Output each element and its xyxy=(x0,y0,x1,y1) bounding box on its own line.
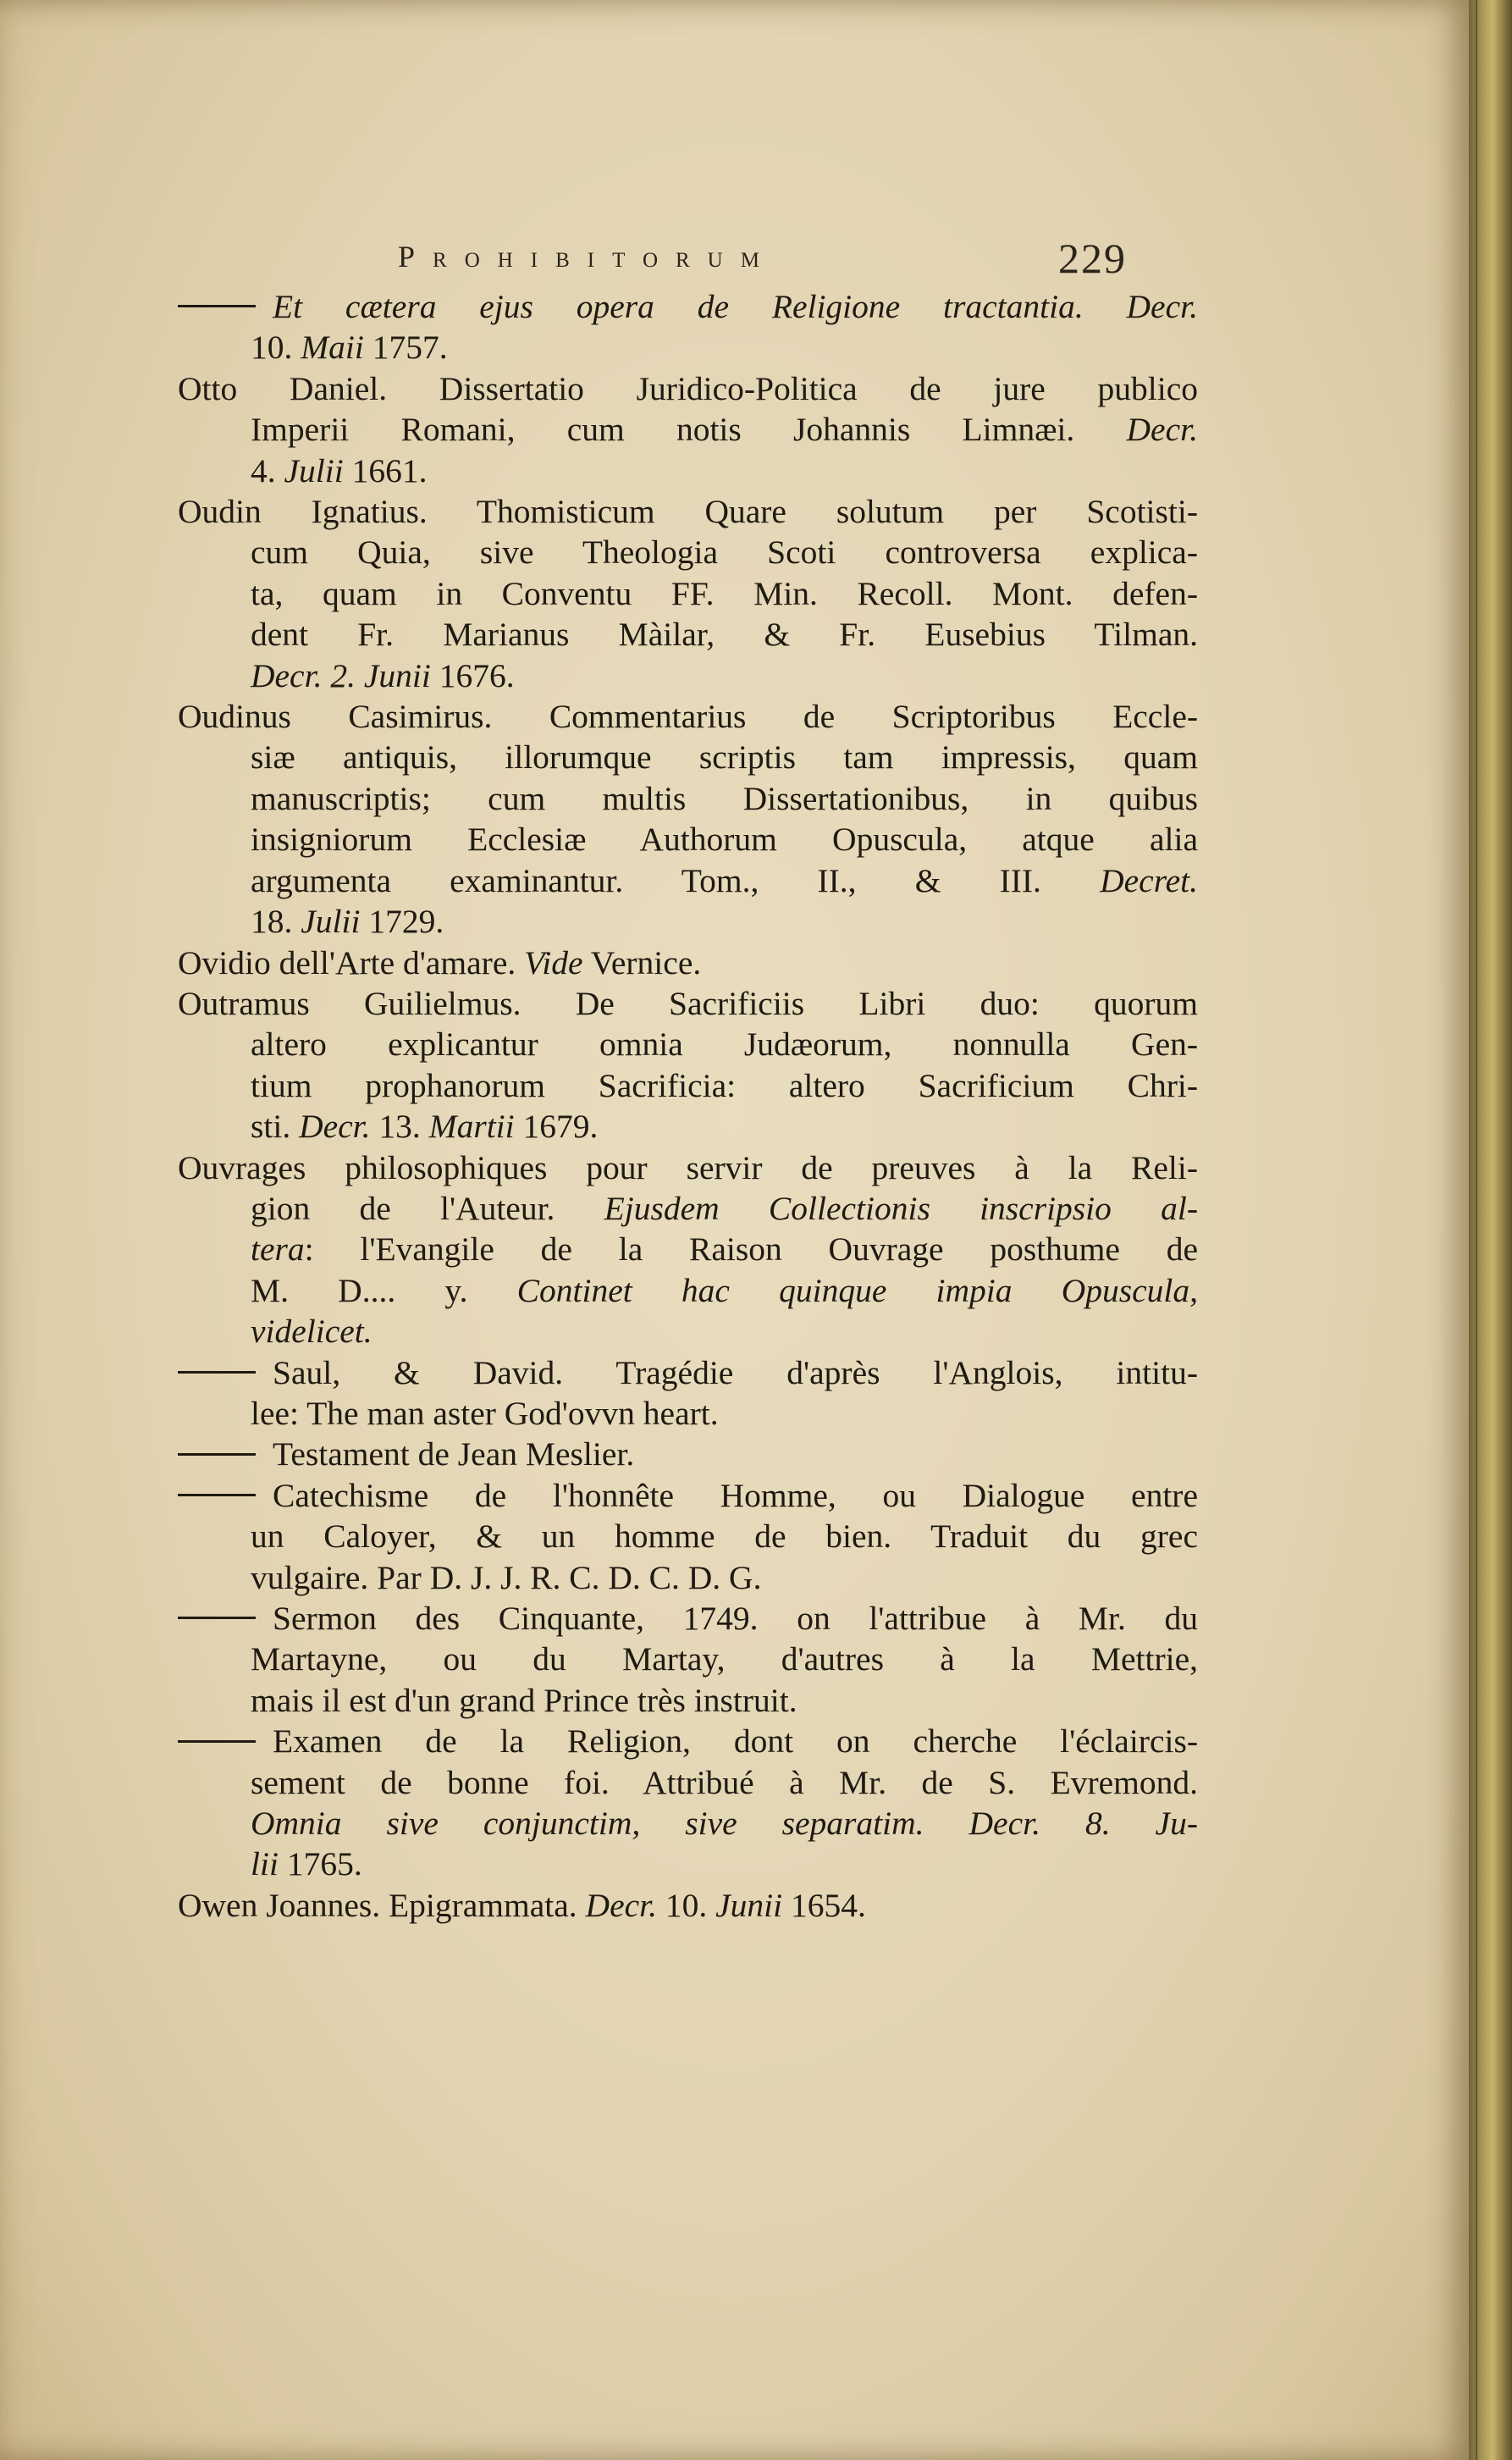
roman-text: 10. xyxy=(657,1886,716,1924)
roman-text: manuscriptis; cum multis Dissertationibus, in quibus xyxy=(251,779,1198,817)
entry-line xyxy=(178,532,1198,572)
roman-text: tium prophanorum Sacrificia: altero Sacrificium Chri- xyxy=(251,1066,1198,1104)
italic-text: Omnia sive conjunctim, sive separatim. Decr. 8. Ju- xyxy=(251,1805,1198,1843)
roman-text: dent Fr. Marianus Màilar, & Fr. Eusebius Tilman. xyxy=(251,616,1198,654)
roman-text: gion de l'Auteur. xyxy=(251,1189,604,1227)
ditto-dash xyxy=(178,1494,256,1496)
entry-line xyxy=(178,614,1198,655)
index-entry xyxy=(178,983,1198,1147)
italic-text: Continet hac quinque impia Opuscula, xyxy=(516,1271,1198,1309)
ditto-dash xyxy=(178,1453,256,1456)
entry-line xyxy=(178,1803,1198,1844)
roman-text: argumenta examinantur. Tom., II., & III. xyxy=(251,861,1101,899)
entry-line xyxy=(178,1106,1198,1147)
entry-line xyxy=(178,1393,1198,1434)
index-entry xyxy=(178,1147,1198,1352)
italic-text: Julii xyxy=(301,903,361,941)
roman-text: cum Quia, sive Theologia Scoti controversa explica- xyxy=(251,533,1198,572)
running-head xyxy=(398,235,1160,290)
italic-text: Decr. 2. Junii xyxy=(251,656,431,694)
entry-line xyxy=(178,901,1198,942)
entry-line xyxy=(178,409,1198,450)
roman-text: Outramus Guilielmus. De Sacrificiis Libri duo: quorum xyxy=(178,984,1198,1022)
italic-text: Et cætera ejus opera de Religione tractantia. Decr. xyxy=(273,288,1198,325)
roman-text: : l'Evangile de la Raison Ouvrage posthume de xyxy=(304,1230,1198,1269)
index-entry xyxy=(178,943,1198,983)
dash-entry xyxy=(178,286,1198,368)
roman-text: Saul, & David. Tragédie d'après l'Anglois, intitu- xyxy=(273,1353,1198,1391)
roman-text: Examen de la Religion, dont on cherche l'éclaircis- xyxy=(273,1722,1198,1761)
italic-text: lii xyxy=(251,1845,279,1883)
roman-text: ta, quam in Conventu FF. Min. Recoll. Mont. defen- xyxy=(251,574,1198,612)
roman-text: Oudin Ignatius. Thomisticum Quare solutum per Scotisti- xyxy=(178,493,1198,531)
entry-line xyxy=(178,1885,1198,1926)
index-text-block xyxy=(178,286,1198,1926)
italic-text: Maii xyxy=(301,329,364,367)
index-entry xyxy=(178,491,1198,696)
italic-text: Decr. xyxy=(299,1108,371,1146)
entry-line xyxy=(178,1147,1198,1188)
roman-text: 1729. xyxy=(360,903,444,941)
roman-text: Owen Joannes. Epigrammata. xyxy=(178,1886,586,1924)
ditto-dash xyxy=(178,1371,256,1374)
dash-entry xyxy=(178,1434,1198,1474)
entry-line xyxy=(178,1557,1198,1598)
page-number: 229 xyxy=(1058,235,1127,282)
ditto-dash xyxy=(178,1617,256,1619)
roman-text: Testament de Jean Meslier. xyxy=(273,1435,635,1473)
italic-text: Junii xyxy=(715,1886,783,1924)
entry-line xyxy=(178,286,1198,327)
entry-line xyxy=(178,1024,1198,1064)
roman-text: 1661. xyxy=(343,451,428,489)
entry-line xyxy=(178,860,1198,901)
entry-line xyxy=(178,1270,1198,1311)
roman-text: Sermon des Cinquante, 1749. on l'attribue à Mr. du xyxy=(273,1600,1198,1637)
italic-text: videlicet. xyxy=(251,1313,372,1351)
roman-text: 18. xyxy=(251,903,301,941)
entry-line xyxy=(178,1311,1198,1352)
italic-text: tera xyxy=(251,1230,305,1269)
roman-text: 4. xyxy=(251,451,284,489)
entry-line xyxy=(178,451,1198,491)
dash-entry xyxy=(178,1598,1198,1721)
italic-text: Decret. xyxy=(1100,861,1198,899)
entry-line xyxy=(178,655,1198,696)
index-entry xyxy=(178,368,1198,491)
entry-line xyxy=(178,491,1198,532)
roman-text: 1679. xyxy=(514,1108,599,1146)
entry-line xyxy=(178,1352,1198,1393)
roman-text: insigniorum Ecclesiæ Authorum Opuscula, atque alia xyxy=(251,821,1198,859)
roman-text: altero explicantur omnia Judæorum, nonnulla Gen- xyxy=(251,1025,1198,1064)
entry-line xyxy=(178,983,1198,1024)
roman-text: 1654. xyxy=(782,1886,866,1924)
roman-text: 13. xyxy=(370,1108,429,1146)
roman-text: 1765. xyxy=(278,1845,362,1883)
roman-text: sti. xyxy=(251,1108,300,1146)
roman-text: Oudinus Casimirus. Commentarius de Scriptoribus Eccle- xyxy=(178,698,1198,736)
entry-line xyxy=(178,1639,1198,1679)
entry-line xyxy=(178,1844,1198,1884)
roman-text: lee: The man aster God'ovvn heart. xyxy=(251,1394,719,1432)
italic-text: Julii xyxy=(284,451,344,489)
entry-line xyxy=(178,778,1198,819)
index-entry xyxy=(178,1885,1198,1926)
roman-text: Otto Daniel. Dissertatio Juridico-Politica de jure publico xyxy=(178,369,1198,407)
entry-line xyxy=(178,1188,1198,1229)
italic-text: Ejusdem Collectionis inscripsio al- xyxy=(604,1189,1198,1227)
roman-text: vulgaire. Par D. J. J. R. C. D. C. D. G. xyxy=(251,1558,762,1596)
roman-text: Martayne, ou du Martay, d'autres à la Mettrie, xyxy=(251,1640,1198,1678)
roman-text: Vernice. xyxy=(582,943,702,981)
entry-line xyxy=(178,696,1198,737)
roman-text: M. D.... y. xyxy=(251,1271,517,1309)
entry-line xyxy=(178,1721,1198,1761)
page-edge xyxy=(1469,0,1512,2460)
index-entry xyxy=(178,696,1198,942)
entry-line xyxy=(178,1229,1198,1269)
ditto-dash xyxy=(178,1740,256,1743)
entry-line xyxy=(178,1762,1198,1803)
entry-line xyxy=(178,1598,1198,1639)
roman-text: 1757. xyxy=(363,329,448,367)
roman-text: un Caloyer, & un homme de bien. Traduit du grec xyxy=(251,1517,1198,1556)
roman-text: 1676. xyxy=(430,656,515,694)
italic-text: Decr. xyxy=(585,1886,658,1924)
roman-text: mais il est d'un grand Prince très instruit. xyxy=(251,1681,797,1719)
entry-line xyxy=(178,368,1198,409)
entry-line xyxy=(178,943,1198,983)
entry-line xyxy=(178,1516,1198,1556)
roman-text: siæ antiquis, illorumque scriptis tam impressis, quam xyxy=(251,738,1198,777)
entry-line xyxy=(178,1680,1198,1721)
italic-text: Decr. xyxy=(1126,411,1198,449)
dash-entry xyxy=(178,1721,1198,1885)
dash-entry xyxy=(178,1475,1198,1598)
roman-text: sement de bonne foi. Attribué à Mr. de S. Evremond. xyxy=(251,1763,1198,1801)
entry-line xyxy=(178,573,1198,614)
entry-line xyxy=(178,1065,1198,1106)
entry-line xyxy=(178,1434,1198,1474)
roman-text: Imperii Romani, cum notis Johannis Limnæi. xyxy=(251,411,1127,449)
roman-text: Ouvrages philosophiques pour servir de preuves à la Reli- xyxy=(178,1148,1198,1186)
entry-line xyxy=(178,327,1198,368)
entry-line xyxy=(178,1475,1198,1516)
entry-line xyxy=(178,819,1198,860)
ditto-dash xyxy=(178,305,256,307)
italic-text: Martii xyxy=(428,1108,515,1146)
roman-text: Ovidio dell'Arte d'amare. xyxy=(178,943,525,981)
roman-text: 10. xyxy=(251,329,301,367)
italic-text: Vide xyxy=(524,943,583,981)
roman-text: Catechisme de l'honnête Homme, ou Dialogue entre xyxy=(273,1476,1198,1514)
dash-entry xyxy=(178,1352,1198,1435)
running-title: Prohibitorum xyxy=(398,240,777,274)
entry-line xyxy=(178,737,1198,777)
